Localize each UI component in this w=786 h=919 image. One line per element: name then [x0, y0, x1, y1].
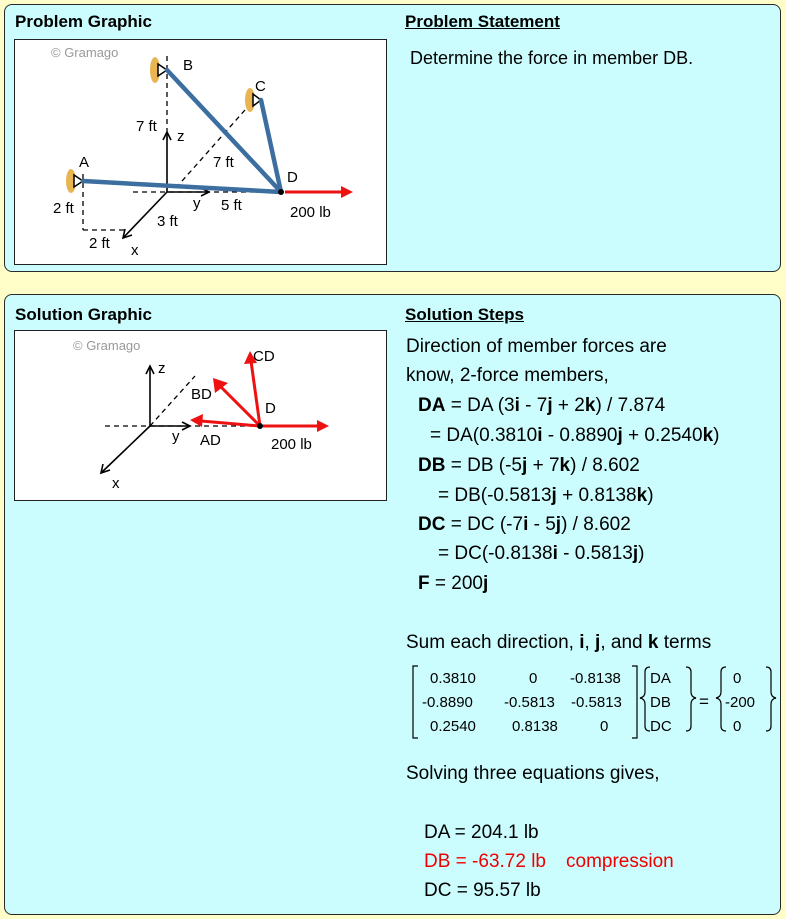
member-ad — [83, 181, 281, 192]
sum-text: Sum each direction, i, j, and k terms — [406, 632, 712, 653]
vars-right-brace — [686, 667, 696, 731]
label-y: y — [172, 428, 180, 445]
watermark: © Gramago — [73, 338, 141, 353]
label-z: z — [177, 128, 185, 145]
force-label: 200 lb — [271, 436, 312, 453]
force-arrowhead — [341, 186, 353, 198]
problem-graphic — [14, 39, 387, 265]
result-db-note: compression — [566, 851, 674, 872]
dim-3ft: 3 ft — [157, 213, 178, 230]
label-x: x — [131, 242, 139, 259]
solution-graphic — [14, 330, 387, 501]
eq-f: F = 200j — [418, 573, 489, 594]
matrix-rhs: -200 — [725, 694, 756, 711]
matrix-rhs: 0 — [733, 718, 742, 735]
dim-7ft-diagonal: 7 ft — [213, 154, 234, 171]
dashed-diagonal-c — [175, 110, 245, 189]
vars-left-brace — [640, 667, 650, 731]
matrix-cell: 0.8138 — [512, 718, 558, 735]
label-a: A — [79, 154, 90, 171]
label-z: z — [158, 360, 166, 377]
arrow-ad — [201, 421, 260, 426]
eq-dc-line-1: DC = DC (-7i - 5j) / 8.602 — [418, 514, 631, 535]
matrix-cell: -0.5813 — [504, 694, 555, 711]
result-da: DA = 204.1 lb — [424, 822, 539, 843]
x-axis — [101, 426, 150, 473]
eq-db-line-1: DB = DB (-5j + 7k) / 8.602 — [418, 455, 640, 476]
solution-steps-title: Solution Steps — [405, 305, 524, 324]
label-bd: BD — [191, 386, 212, 403]
intro-line-2: know, 2-force members, — [406, 365, 609, 386]
solution-panel — [4, 294, 781, 915]
matrix-cell: 0 — [529, 670, 538, 687]
dim-7ft-vertical: 7 ft — [136, 118, 157, 135]
label-x: x — [112, 475, 120, 492]
support-b — [150, 57, 167, 83]
matrix-var: DC — [650, 718, 672, 735]
label-y: y — [193, 195, 201, 212]
problem-statement-text: Determine the force in member DB. — [410, 48, 694, 68]
label-d: D — [265, 400, 276, 417]
problem-panel — [4, 4, 781, 272]
eq-dc-line-2: = DC(-0.8138i - 0.5813j) — [438, 543, 645, 564]
problem-statement-title: Problem Statement — [405, 12, 560, 31]
solving-text: Solving three equations gives, — [406, 763, 660, 784]
matrix-cell: -0.8138 — [570, 670, 621, 687]
problem-diagram — [15, 40, 385, 263]
matrix-rhs: 0 — [733, 670, 742, 687]
matrix-cell: -0.8890 — [422, 694, 473, 711]
arrow-ad-head — [190, 414, 203, 427]
intro-line-1: Direction of member forces are — [406, 336, 667, 357]
matrix-cell: 0.3810 — [430, 670, 476, 687]
result-db: DB = -63.72 lb compression — [424, 851, 674, 872]
problem-graphic-title: Problem Graphic — [15, 12, 152, 31]
matrix-equation — [410, 662, 780, 742]
eq-da-line-2: = DA(0.3810i - 0.8890j + 0.2540k) — [430, 425, 720, 446]
dim-2ft-horizontal: 2 ft — [89, 235, 110, 252]
watermark: © Gramago — [51, 45, 119, 60]
force-label: 200 lb — [290, 204, 331, 221]
matrix-cell: 0.2540 — [430, 718, 476, 735]
matrix-var: DB — [650, 694, 671, 711]
matrix-cell: -0.5813 — [571, 694, 622, 711]
solution-graphic-title: Solution Graphic — [15, 305, 152, 324]
dim-2ft-vertical: 2 ft — [53, 200, 74, 217]
support-a — [66, 169, 83, 193]
matrix-right-bracket — [632, 666, 637, 738]
joint-d — [278, 189, 284, 195]
label-ad: AD — [200, 432, 221, 449]
matrix-left-bracket — [413, 666, 418, 738]
dashed-diagonal — [150, 376, 195, 426]
solution-diagram — [15, 331, 385, 499]
eq-db-line-2: = DB(-0.5813j + 0.8138k) — [438, 485, 654, 506]
label-c: C — [255, 78, 266, 95]
result-dc: DC = 95.57 lb — [424, 880, 541, 901]
joint-d — [257, 423, 263, 429]
eq-da-line-1: DA = DA (3i - 7j + 2k) / 7.874 — [418, 395, 666, 416]
force-arrowhead — [317, 420, 329, 432]
rhs-right-brace — [766, 667, 776, 731]
label-d: D — [287, 169, 298, 186]
dim-5ft: 5 ft — [221, 197, 242, 214]
label-b: B — [183, 57, 194, 74]
matrix-var: DA — [650, 670, 671, 687]
label-cd: CD — [253, 348, 275, 365]
matrix-cell: 0 — [600, 718, 609, 735]
matrix-equals: = — [699, 692, 709, 711]
